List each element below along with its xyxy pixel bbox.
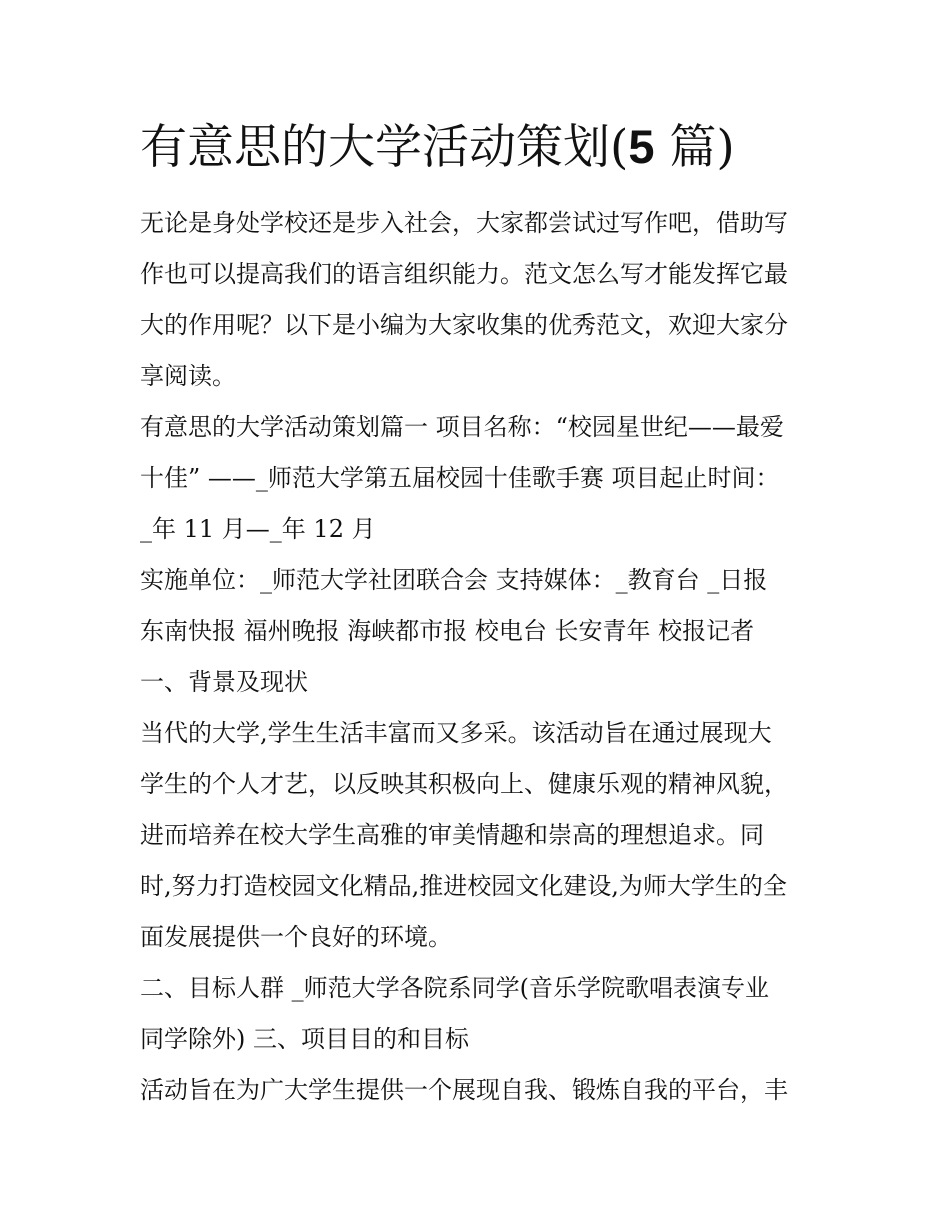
body-line: 时,努力打造校园文化精品,推进校园文化建设,为师大学生的全: [140, 872, 787, 900]
body-line: 当代的大学,学生生活丰富而又多采。该活动旨在通过展现大: [140, 719, 772, 747]
body-line: 享阅读。: [140, 362, 236, 390]
title-prefix: 有意思的大学活动策划(: [140, 120, 629, 175]
body-line: 面发展提供一个良好的环境。: [140, 923, 452, 951]
body-line: 活动旨在为广大学生提供一个展现自我、锻炼自我的平台，丰: [140, 1076, 788, 1104]
body-line: 同学除外) 三、项目目的和目标: [140, 1025, 469, 1053]
body-line: 大的作用呢？以下是小编为大家收集的优秀范文，欢迎大家分: [140, 311, 788, 339]
body-line: 进而培养在校大学生高雅的审美情趣和崇高的理想追求。同: [140, 821, 764, 849]
section-heading: 一、背景及现状: [140, 668, 308, 696]
body-line: 二、目标人群 _师范大学各院系同学(音乐学院歌唱表演专业: [140, 974, 769, 1002]
document-body: [140, 198, 820, 1116]
body-line: 有意思的大学活动策划篇一 项目名称：“校园星世纪——最爱: [140, 413, 784, 441]
document-title: [140, 112, 840, 183]
body-line: 十佳” ——_师范大学第五届校园十佳歌手赛 项目起止时间：: [140, 464, 780, 492]
body-line: 学生的个人才艺，以反映其积极向上、健康乐观的精神风貌，: [140, 770, 788, 798]
body-line: 东南快报 福州晚报 海峡都市报 校电台 长安青年 校报记者: [140, 617, 755, 645]
title-number: 5: [628, 120, 655, 173]
body-line: _年 11 月—_年 12 月: [140, 515, 376, 543]
title-suffix: 篇): [654, 120, 735, 175]
body-line: 实施单位：_师范大学社团联合会 支持媒体：_教育台 _日报: [140, 566, 768, 594]
body-line: 作也可以提高我们的语言组织能力。范文怎么写才能发挥它最: [140, 260, 788, 288]
body-line: 无论是身处学校还是步入社会，大家都尝试过写作吧，借助写: [140, 209, 788, 237]
